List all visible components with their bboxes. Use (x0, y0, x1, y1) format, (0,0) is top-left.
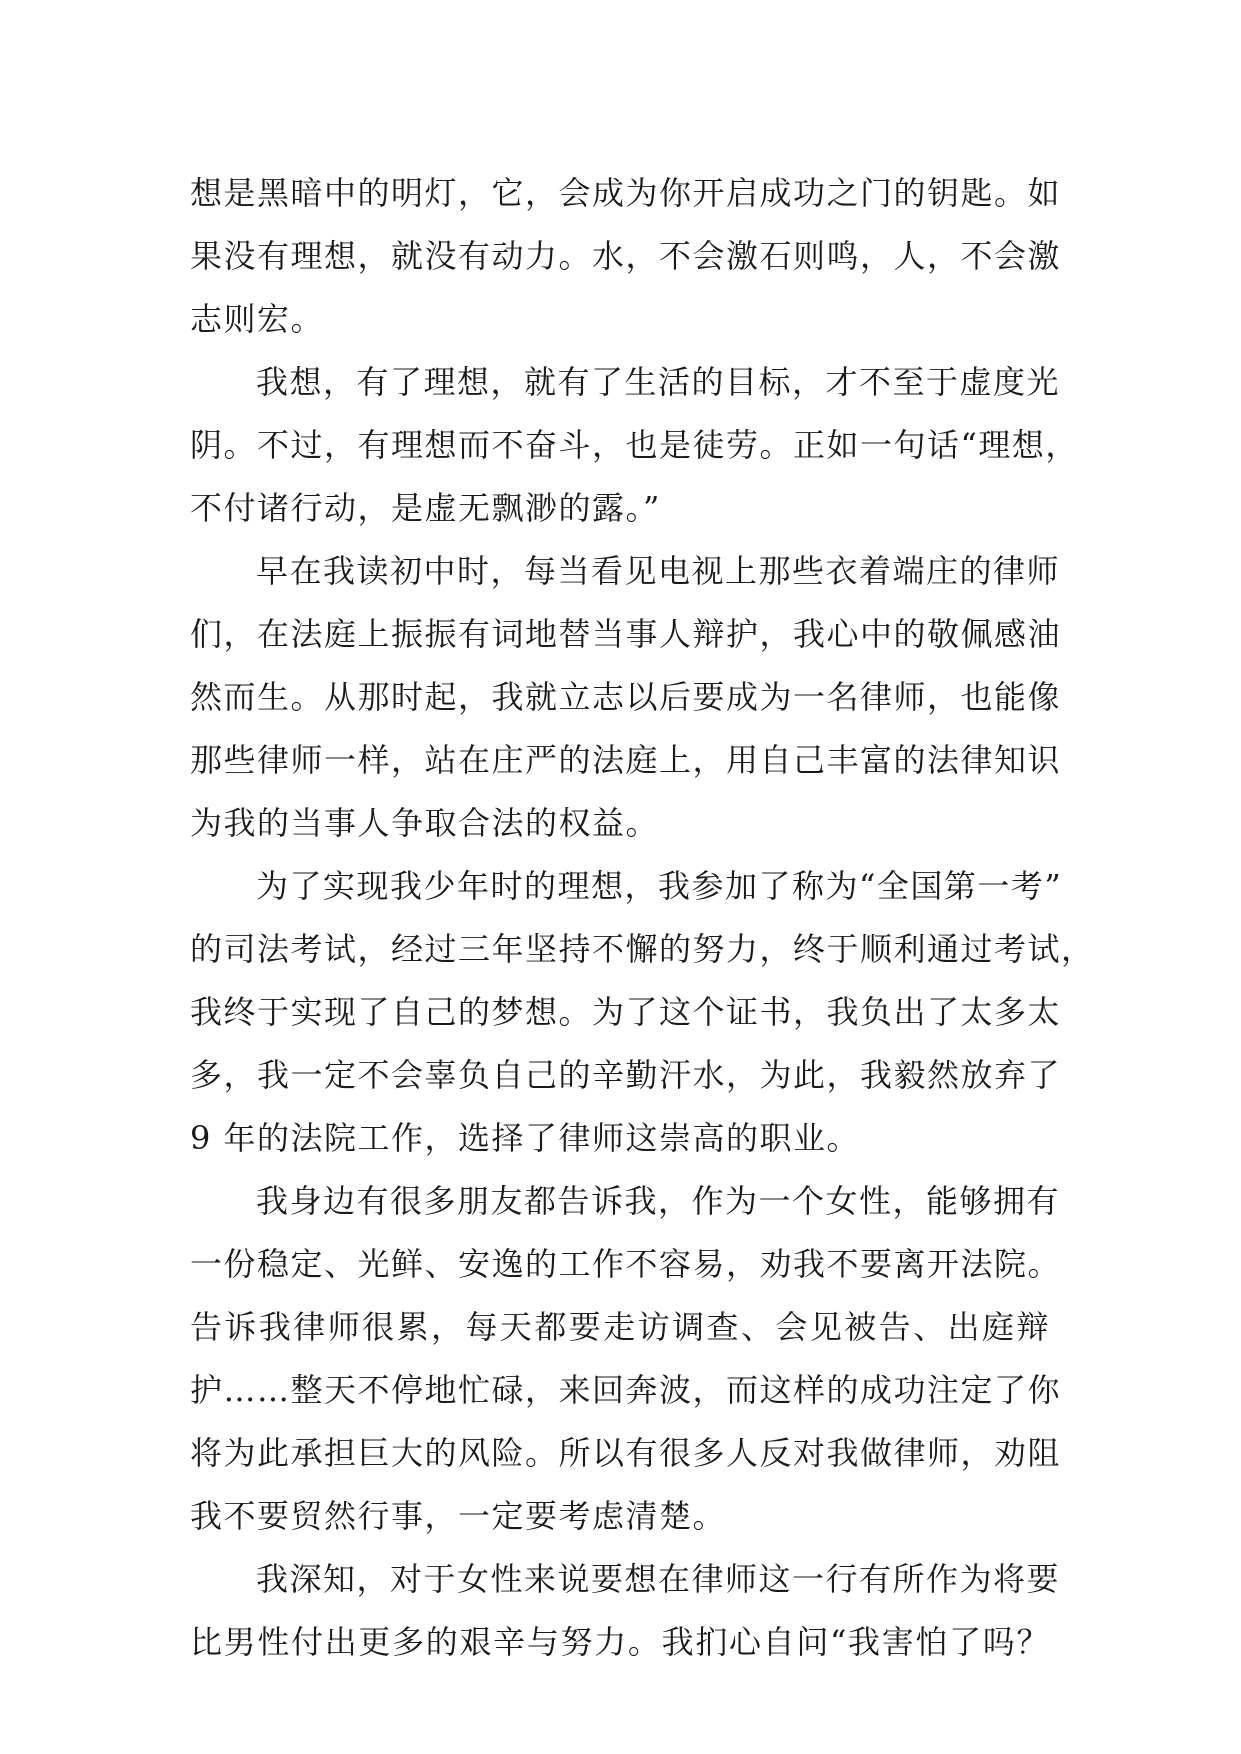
text-line: 我深知，对于女性来说要想在律师这一行有所作为将要 (256, 1560, 1061, 1598)
text-line: 阴。不过，有理想而不奋斗，也是徒劳。正如一句话“理想， (190, 426, 1079, 464)
text-line: 为了实现我少年时的理想，我参加了称为“全国第一考” (256, 867, 1063, 905)
text-line: 我身边有很多朋友都告诉我，作为一个女性，能够拥有 (256, 1182, 1061, 1220)
text-line: 想是黑暗中的明灯，它，会成为你开启成功之门的钥匙。如 (190, 174, 1062, 212)
text-line: 不付诸行动，是虚无飘渺的露。” (190, 489, 661, 527)
text-line: 告诉我律师很累，每天都要走访调查、会见被告、出庭辩 (190, 1308, 1050, 1346)
text-line: 我终于实现了自己的梦想。为了这个证书，我负出了太多太 (190, 993, 1062, 1031)
text-line: 我不要贸然行事，一定要考虑清楚。 (190, 1497, 727, 1535)
text-line: 果没有理想，就没有动力。水，不会激石则鸣，人，不会激 (190, 237, 1062, 275)
text-line: 9 年的法院工作，选择了律师这崇高的职业。 (190, 1119, 861, 1157)
text-line: 一份稳定、光鲜、安逸的工作不容易，劝我不要离开法院。 (190, 1245, 1062, 1283)
text-line: 志则宏。 (190, 300, 325, 338)
text-line: 将为此承担巨大的风险。所以有很多人反对我做律师，劝阻 (190, 1434, 1062, 1472)
text-line: 为我的当事人争取合法的权益。 (190, 804, 660, 842)
document-body-text (190, 162, 1095, 1674)
text-line: 多，我一定不会辜负自己的辛勤汗水，为此，我毅然放弃了 (190, 1056, 1062, 1094)
text-line: 们，在法庭上振振有词地替当事人辩护，我心中的敬佩感油 (190, 615, 1062, 653)
text-line: 我想，有了理想，就有了生活的目标，才不至于虚度光 (256, 363, 1061, 401)
text-line: 的司法考试，经过三年坚持不懈的努力，终于顺利通过考试， (190, 930, 1095, 968)
text-line: 护……整天不停地忙碌，来回奔波，而这样的成功注定了你 (190, 1371, 1062, 1409)
text-line: 比男性付出更多的艰辛与努力。我扪心自问“我害怕了吗？ (190, 1623, 1050, 1661)
text-line: 然而生。从那时起，我就立志以后要成为一名律师，也能像 (190, 678, 1062, 716)
text-line: 那些律师一样，站在庄严的法庭上，用自己丰富的法律知识 (190, 741, 1062, 779)
text-line: 早在我读初中时，每当看见电视上那些衣着端庄的律师 (256, 552, 1061, 590)
